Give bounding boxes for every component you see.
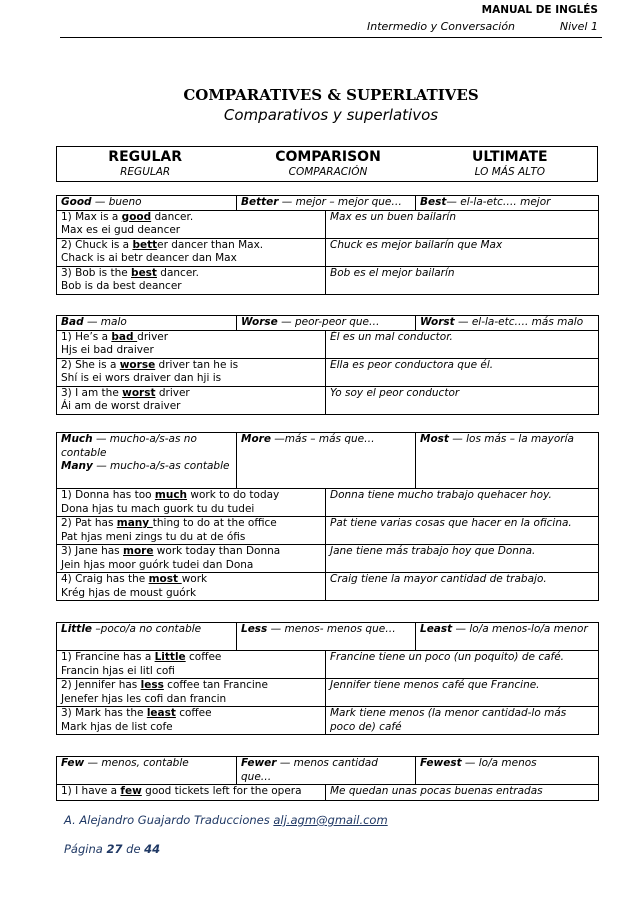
english-example: 1) I have a few good tickets left for the opera [57, 785, 326, 801]
comparative-cell: More —más – más que… [237, 433, 416, 489]
comparative-cell: Worse — peor-peor que… [237, 316, 416, 331]
english-example: 2) Pat has many thing to do at the office Pat hjas meni zings tu du at de ófis [57, 517, 326, 545]
comparative-cell: Fewer — menos cantidad que… [237, 757, 416, 785]
spanish-translation: Me quedan unas pocas buenas entradas [326, 785, 599, 801]
pronunciation: Jein hjas moor guórk tudei dan Dona [61, 558, 254, 571]
table-row [57, 679, 599, 707]
table-row [57, 651, 599, 679]
superlative-cell: Fewest — lo/a menos [416, 757, 599, 785]
superlative-cell: Worst — el-la-etc…. más malo [416, 316, 599, 331]
table-row [57, 330, 599, 358]
email-link[interactable]: alj.agm@gmail.com [273, 813, 388, 827]
page-number: Página 27 de 44 [64, 842, 161, 856]
pronunciation: Francin hjas ei litl cofi [61, 664, 175, 677]
table-header-row [57, 433, 599, 489]
spanish-translation: Max es un buen bailarín [326, 210, 599, 238]
regular-cell: Bad — malo [57, 316, 237, 331]
spanish-translation: Craig tiene la mayor cantidad de trabajo. [326, 573, 599, 601]
table-row [57, 210, 599, 238]
comparison-label: COMPARISON [275, 149, 381, 165]
regular-column [57, 147, 233, 181]
regular-label: REGULAR [108, 149, 183, 165]
spanish-translation: Mark tiene menos (la menor cantidad-lo más poco de) café [326, 707, 599, 735]
pronunciation: Ái am de worst draiver [61, 400, 181, 412]
english-example: 4) Craig has the most work Krég hjas de moust guórk [57, 573, 326, 601]
english-example: 1) Francine has a Little coffee Francin hjas ei litl cofi [57, 651, 326, 679]
page-title: COMPARATIVES & SUPERLATIVES [183, 86, 479, 104]
spanish-translation: Bob es el mejor bailarín [326, 266, 599, 294]
pronunciation: Bob is da best deancer [61, 280, 182, 292]
table-row [57, 386, 599, 414]
table-row [57, 573, 599, 601]
page-header [60, 4, 602, 38]
english-example: 1) He’s a bad driver Hjs ei bad draiver [57, 330, 326, 358]
superlative-cell: Least — lo/a menos-lo/a menor [416, 623, 599, 651]
table-row [57, 707, 599, 735]
pronunciation: Jenefer hjas les cofi dan francin [61, 692, 227, 705]
spanish-translation: Donna tiene mucho trabajo quehacer hoy. [326, 489, 599, 517]
table-row [57, 517, 599, 545]
regular-cell: Few — menos, contable [57, 757, 237, 785]
much-many-table [56, 432, 599, 601]
english-example: 2) Chuck is a better dancer than Max. Chack is ai betr deancer dan Max [57, 238, 326, 266]
spanish-translation: Francine tiene un poco (un poquito) de café. [326, 651, 599, 679]
table-row [57, 545, 599, 573]
regular-cell: Good — bueno [57, 196, 237, 211]
few-table [56, 756, 599, 801]
pronunciation: Chack is ai betr deancer dan Max [61, 252, 237, 264]
table-row [57, 358, 599, 386]
spanish-translation: Ella es peor conductora que él. [326, 358, 599, 386]
regular-cell: Much — mucho-a/s-as no contable Many — mucho-a/s-as contable [57, 433, 237, 489]
table-header-row [57, 757, 599, 785]
english-example: 1) Donna has too much work to do today Dona hjas tu mach guork tu du tudei [57, 489, 326, 517]
table-header-row [57, 623, 599, 651]
pronunciation: Krég hjas de moust guórk [61, 586, 197, 599]
english-example: 3) I am the worst driver Ái am de worst draiver [57, 386, 326, 414]
pronunciation: Pat hjas meni zings tu du at de ófis [61, 530, 246, 543]
spanish-translation: Chuck es mejor bailarín que Max [326, 238, 599, 266]
comparison-column [233, 147, 422, 181]
author-name: A. Alejandro Guajardo Traducciones [64, 813, 270, 827]
table-header-row [57, 196, 599, 211]
comparative-cell: Less — menos- menos que… [237, 623, 416, 651]
ultimate-translation: LO MÁS ALTO [474, 166, 545, 178]
english-example: 2) Jennifer has less coffee tan Francine Jenefer hjas les cofi dan francin [57, 679, 326, 707]
manual-title: MANUAL DE INGLÉS [481, 4, 598, 16]
english-example: 3) Mark has the least coffee Mark hjas de list cofe [57, 707, 326, 735]
english-example: 2) She is a worse driver tan he is Shí is ei wors draiver dan hji is [57, 358, 326, 386]
english-example: 3) Jane has more work today than Donna Jein hjas moor guórk tudei dan Dona [57, 545, 326, 573]
pronunciation: Dona hjas tu mach guork tu du tudei [61, 502, 255, 515]
course-subtitle: Intermedio y Conversación [367, 20, 516, 33]
regular-translation: REGULAR [120, 166, 171, 178]
table-row [57, 489, 599, 517]
comparative-cell: Better — mejor – mejor que… [237, 196, 416, 211]
spanish-translation: Jane tiene más trabajo hoy que Donna. [326, 545, 599, 573]
table-row [57, 266, 599, 294]
ultimate-label: ULTIMATE [472, 149, 548, 165]
spanish-translation: Jennifer tiene menos café que Francine. [326, 679, 599, 707]
english-example: 1) Max is a good dancer. Max es ei gud deancer [57, 210, 326, 238]
superlative-cell: Best— el-la-etc…. mejor [416, 196, 599, 211]
table-header-row [57, 316, 599, 331]
good-table [56, 195, 599, 295]
pronunciation: Shí is ei wors draiver dan hji is [61, 372, 222, 384]
regular-cell: Little –poco/a no contable [57, 623, 237, 651]
spanish-translation: Pat tiene varias cosas que hacer en la oficina. [326, 517, 599, 545]
footer-credit [64, 813, 388, 827]
ultimate-column [423, 147, 597, 181]
table-row [57, 785, 599, 801]
spanish-translation: Yo soy el peor conductor [326, 386, 599, 414]
superlative-cell: Most — los más – la mayoría [416, 433, 599, 489]
spanish-translation: Él es un mal conductor. [326, 330, 599, 358]
comparison-translation: COMPARACIÓN [288, 166, 368, 178]
pronunciation: Max es ei gud deancer [61, 224, 181, 236]
bad-table [56, 315, 599, 415]
pronunciation: Mark hjas de list cofe [61, 720, 173, 733]
degree-header-box [56, 146, 598, 182]
pronunciation: Hjs ei bad draiver [61, 344, 154, 356]
table-row [57, 238, 599, 266]
course-level: Nivel 1 [559, 20, 598, 33]
english-example: 3) Bob is the best dancer. Bob is da best deancer [57, 266, 326, 294]
page-subtitle: Comparativos y superlativos [223, 106, 439, 124]
little-table [56, 622, 599, 735]
